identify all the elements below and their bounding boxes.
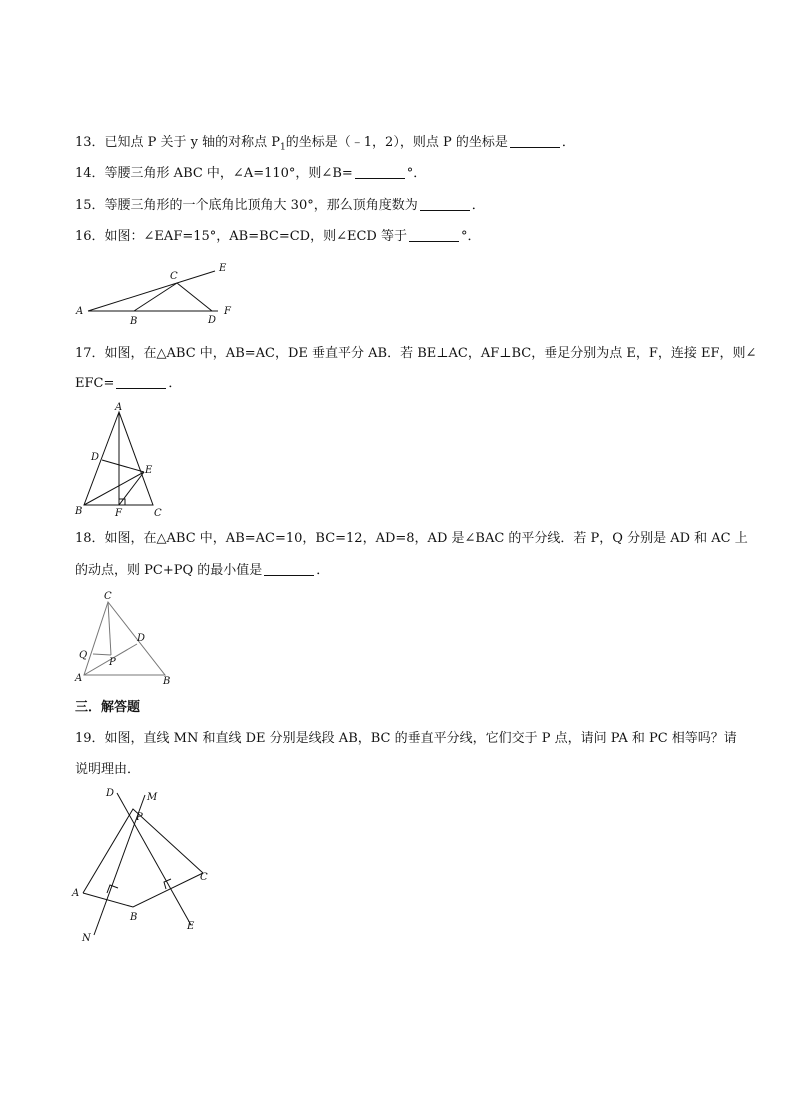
figure-19 xyxy=(70,785,220,945)
fig18-label: D xyxy=(137,633,146,644)
fig18-label: Q xyxy=(79,650,88,661)
q13-subscript: 1 xyxy=(280,142,286,153)
fig19-label: B xyxy=(130,912,138,923)
answer-blank[interactable] xyxy=(116,374,166,389)
fig16-label: F xyxy=(224,306,231,317)
q17-line1: 17．如图，在△ABC 中，AB=AC，DE 垂直平分 AB．若 BE⊥AC，AF⊥BC，垂足分别为点 E，F，连接 EF，则∠ xyxy=(75,346,757,361)
fig17-label: F xyxy=(115,508,122,519)
fig16-label: C xyxy=(170,271,178,282)
figure-17 xyxy=(75,400,175,520)
question-16 xyxy=(75,222,725,252)
q18-line1: 18．如图，在△ABC 中，AB=AC=10，BC=12，AD=8，AD 是∠BAC 的平分线．若 P，Q 分别是 AD 和 AC 上 xyxy=(75,531,748,546)
fig16-label: B xyxy=(130,316,138,327)
q13-text-2: 的坐标是（﹣1，2），则点 P 的坐标是 xyxy=(285,135,508,150)
fig17-label: A xyxy=(115,402,123,413)
answer-blank[interactable] xyxy=(420,196,470,211)
fig19-label: E xyxy=(187,921,195,932)
q18-line2: 的动点，则 PC+PQ 的最小值是 xyxy=(75,563,263,578)
question-14 xyxy=(75,159,725,189)
fig19-label: D xyxy=(106,788,115,799)
q14-end: °． xyxy=(406,166,427,181)
fig16-line-ae xyxy=(88,271,215,311)
fig19-label: P xyxy=(136,812,143,823)
fig19-right-angle-1 xyxy=(107,885,118,893)
fig17-label: E xyxy=(145,465,153,476)
fig19-label: N xyxy=(82,933,91,944)
question-19-cont xyxy=(75,755,725,785)
q18-end: ． xyxy=(316,563,330,578)
q19-line1: 19．如图，直线 MN 和直线 DE 分别是线段 AB，BC 的垂直平分线，它们交于 P 点，请问 PA 和 PC 相等吗？请 xyxy=(75,731,737,746)
answer-blank[interactable] xyxy=(409,227,459,242)
fig19-label: M xyxy=(147,792,158,803)
q19-line2: 说明理由． xyxy=(75,762,141,777)
answer-blank[interactable] xyxy=(264,561,314,576)
q17-line2: EFC= xyxy=(75,376,115,391)
q16-text: 16．如图：∠EAF=15°，AB=BC=CD，则∠ECD 等于 xyxy=(75,229,407,244)
fig17-label: D xyxy=(91,452,100,463)
fig19-lines-pa-pc xyxy=(83,809,203,893)
q14-text: 14．等腰三角形 ABC 中，∠A=110°，则∠B= xyxy=(75,166,353,181)
fig17-label: C xyxy=(154,508,162,519)
fig17-label: B xyxy=(75,506,83,517)
answer-blank[interactable] xyxy=(510,133,560,148)
question-18 xyxy=(75,524,748,554)
fig16-label: D xyxy=(208,315,217,326)
fig18-label: P xyxy=(109,657,116,668)
fig16-line-bc xyxy=(134,283,177,311)
figure-16 xyxy=(70,260,240,330)
question-15 xyxy=(75,191,725,221)
fig19-label: C xyxy=(200,872,208,883)
question-17 xyxy=(75,339,757,369)
answer-blank[interactable] xyxy=(355,164,405,179)
fig16-label: A xyxy=(76,306,84,317)
fig16-label: E xyxy=(219,263,227,274)
q17-end: ． xyxy=(168,376,182,391)
fig19-label: A xyxy=(72,888,80,899)
fig17-line-be xyxy=(84,472,144,505)
fig18-label: C xyxy=(104,591,112,602)
fig18-line-cp xyxy=(108,602,111,655)
fig18-label: A xyxy=(75,673,83,684)
q13-text: 13．已知点 P 关于 y 轴的对称点 P xyxy=(75,135,281,150)
figure-18 xyxy=(75,590,185,690)
fig18-triangle xyxy=(84,602,165,675)
q16-end: °． xyxy=(461,229,481,244)
q13-end: ． xyxy=(561,135,575,150)
question-17-cont xyxy=(75,369,725,399)
fig18-line-qp xyxy=(93,654,111,655)
fig18-label: B xyxy=(163,676,171,687)
q15-end: ． xyxy=(471,198,485,213)
question-19 xyxy=(75,724,737,754)
fig19-lines-ab-bc xyxy=(83,873,203,907)
q15-text: 15．等腰三角形的一个底角比顶角大 30°，那么顶角度数为 xyxy=(75,198,418,213)
section-title: 三．解答题 xyxy=(75,700,141,715)
question-18-cont xyxy=(75,556,725,586)
fig17-line-ef xyxy=(119,472,144,505)
question-13 xyxy=(75,128,725,163)
fig16-line-cd xyxy=(177,283,212,311)
